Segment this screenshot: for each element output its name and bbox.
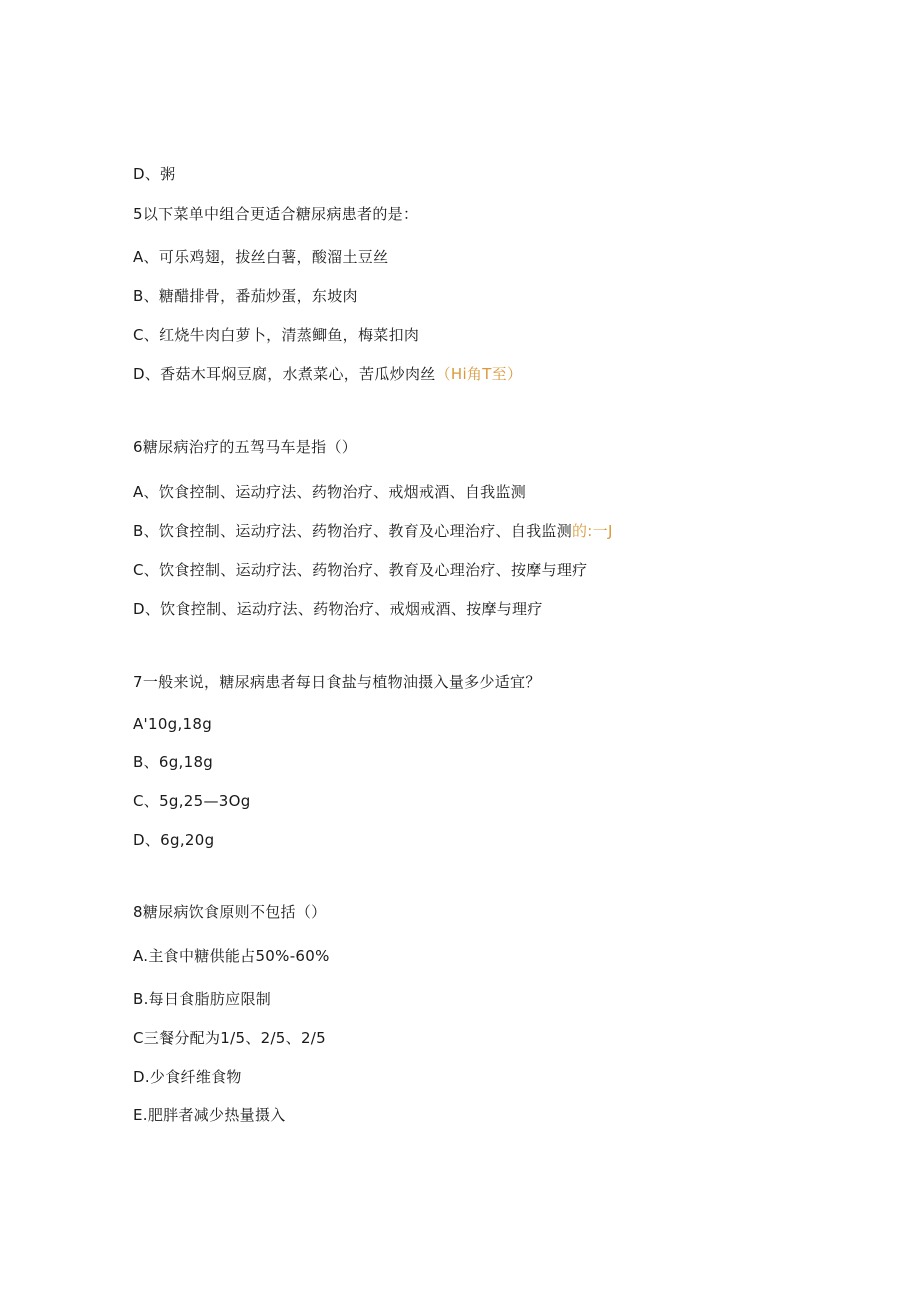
line-text: C、红烧牛肉白萝卜，清蒸鲫鱼，梅菜扣肉 xyxy=(133,326,420,344)
q7-option-d xyxy=(133,830,214,850)
line-text: A、饮食控制、运动疗法、药物治疗、戒烟戒酒、自我监测 xyxy=(133,483,527,501)
line-text: B.每日食脂肪应限制 xyxy=(133,990,272,1008)
q5-option-b xyxy=(133,286,358,306)
q8-question xyxy=(133,902,326,922)
answer-annotation: （Hi角T至） xyxy=(435,365,523,383)
q6-option-c xyxy=(133,560,587,580)
q4-option-d xyxy=(133,164,175,184)
answer-annotation: 的:一J xyxy=(572,522,613,540)
q7-option-a xyxy=(133,714,212,734)
q5-question xyxy=(133,204,418,224)
q5-option-a xyxy=(133,247,388,267)
q7-option-b xyxy=(133,752,213,772)
line-text: E.肥胖者减少热量摄入 xyxy=(133,1106,286,1124)
q8-option-c xyxy=(133,1028,326,1048)
line-text: D、粥 xyxy=(133,165,176,183)
line-text: C三餐分配为1/5、2/5、2/5 xyxy=(133,1029,326,1047)
q6-option-d xyxy=(133,599,543,619)
q6-question xyxy=(133,437,357,457)
q8-option-a xyxy=(133,946,330,966)
q6-option-b xyxy=(133,521,613,541)
line-text: 5以下菜单中组合更适合糖尿病患者的是： xyxy=(133,205,419,223)
q5-option-d xyxy=(133,364,522,384)
line-text: A、可乐鸡翅，拔丝白薯，酸溜土豆丝 xyxy=(133,248,389,266)
line-text: 8糖尿病饮食原则不包括（） xyxy=(133,903,327,921)
q6-option-a xyxy=(133,482,526,502)
q5-option-c xyxy=(133,325,419,345)
line-text: B、6g,18g xyxy=(133,753,214,771)
q8-option-e xyxy=(133,1105,286,1125)
line-text: B、糖醋排骨，番茄炒蛋，东坡肉 xyxy=(133,287,358,305)
line-text: A.主食中糖供能占50%-60% xyxy=(133,947,330,965)
q8-option-d xyxy=(133,1067,242,1087)
line-text: C、5g,25—3Og xyxy=(133,792,251,810)
line-text: A'10g,18g xyxy=(133,715,213,733)
line-text: 6糖尿病治疗的五驾马车是指（） xyxy=(133,438,358,456)
q8-option-b xyxy=(133,989,271,1009)
line-text: D.少食纤维食物 xyxy=(133,1068,242,1086)
line-text: D、6g,20g xyxy=(133,831,215,849)
line-text: C、饮食控制、运动疗法、药物治疗、教育及心理治疗、按摩与理疗 xyxy=(133,561,588,579)
line-text: D、饮食控制、运动疗法、药物治疗、戒烟戒酒、按摩与理疗 xyxy=(133,600,543,618)
line-text: B、饮食控制、运动疗法、药物治疗、教育及心理治疗、自我监测 xyxy=(133,522,572,540)
q7-option-c xyxy=(133,791,251,811)
line-text: D、香菇木耳焖豆腐，水煮菜心，苦瓜炒肉丝 xyxy=(133,365,436,383)
line-text: 7一般来说，糖尿病患者每日食盐与植物油摄入量多少适宜？ xyxy=(133,673,541,691)
q7-question xyxy=(133,672,541,692)
